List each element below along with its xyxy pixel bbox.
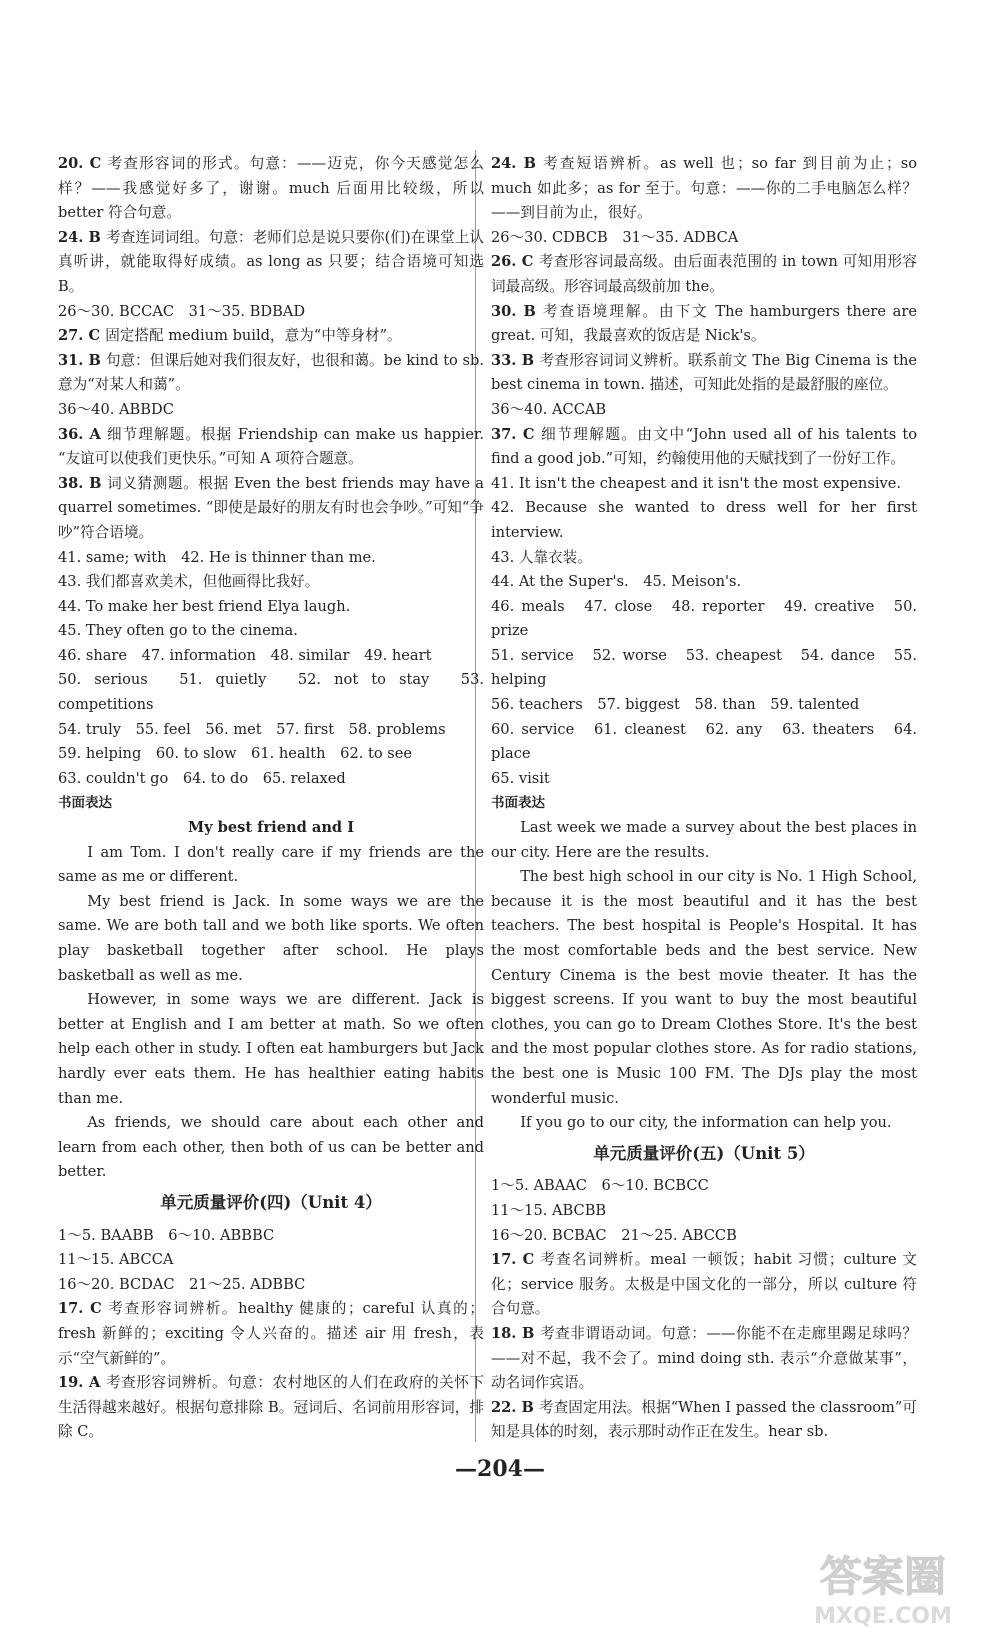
essay-paragraph: However, in some ways we are different. Jack is better at English and I am better at math. So we often help each other in study. I often eat hamburgers but Jack hardly ever eats them. He has healthier eating habits than me.: [58, 991, 484, 1107]
answer-line: 60. service 61. cleanest 62. any 63. theaters 64. place: [491, 720, 917, 763]
answer-line: 26～30. BCCAC 31～35. BDBAD: [58, 302, 306, 320]
watermark-logo: [788, 1543, 978, 1631]
explanation-text: 考查形容词辨析。healthy 健康的；careful 认真的；fresh 新鲜的；exciting 令人兴奋的。描述 air 用 fresh，表示“空气新鲜的”。: [58, 1300, 484, 1367]
answer-explanation: [58, 349, 484, 398]
answer-line: 50. serious 51. quietly 52. not to stay 53. competitions: [58, 671, 484, 714]
essay-paragraph: As friends, we should care about each other and learn from each other, then both of us can be better and better.: [58, 1114, 484, 1181]
answer-explanation: [491, 1396, 917, 1445]
essay-paragraph: The best high school in our city is No. 1 High School, because it is the most beautiful and it has the best teachers. The best hospital is People's Hospital. It has the most comfortable beds and the best service. New Century Cinema is the best movie theater. It has the biggest screens. If you want to buy the most beautiful clothes, you can go to Dream Clothes Store. It's the best and the most popular clothes store. As for radio stations, the best one is Music 100 FM. The DJs play the most wonderful music.: [491, 868, 917, 1107]
answer-line: 41. same; with 42. He is thinner than me.: [58, 548, 376, 566]
explanation-text: 考查形容词的形式。句意：——迈克，你今天感觉怎么样？——我感觉好多了，谢谢。much 后面用比较级，所以 better 符合句意。: [58, 155, 484, 222]
answer-line: 16～20. BCBAC 21～25. ABCCB: [491, 1226, 737, 1244]
question-number: 33. B: [491, 351, 535, 369]
question-number: 26. C: [491, 253, 534, 271]
essay-paragraph: My best friend is Jack. In some ways we are the same. We are both tall and we both like sports. We often play basketball together after school. He plays basketball as well as me.: [58, 892, 484, 984]
question-number: 22. B: [491, 1398, 534, 1416]
question-number: 24. B: [58, 228, 101, 246]
answer-line: 45. They often go to the cinema.: [58, 622, 298, 640]
answer-line: 44. At the Super's. 45. Meison's.: [491, 573, 742, 591]
answer-line: 41. It isn't the cheapest and it isn't the most expensive.: [491, 474, 902, 492]
question-number: 18. B: [491, 1324, 535, 1342]
answer-explanation: [58, 472, 484, 546]
explanation-text: 考查形容词词义辨析。联系前文 The Big Cinema is the best cinema in town. 描述，可知此处指的是最舒服的座位。: [491, 351, 917, 394]
explanation-text: 词义猜测题。根据 Even the best friends may have a quarrel sometimes. “即使是最好的朋友有时也会争吵。”可知“争吵”符合语境。: [58, 474, 484, 541]
answer-explanation: [58, 1297, 484, 1371]
question-number: 30. B: [491, 302, 536, 320]
explanation-text: 考查固定用法。根据“When I passed the classroom”可知是具体的时刻，表示那时动作正在发生。hear sb.: [491, 1398, 917, 1441]
question-number: 19. A: [58, 1374, 101, 1392]
answer-line: 36～40. ABBDC: [58, 400, 174, 418]
page-number: —204—: [455, 1456, 545, 1482]
answer-explanation: [491, 300, 917, 349]
answer-line: 26～30. CDBCB 31～35. ADBCA: [491, 228, 739, 246]
right-column: [491, 152, 917, 1445]
answer-line: 46. meals 47. close 48. reporter 49. creative 50. prize: [491, 597, 917, 640]
answer-explanation: [491, 423, 917, 472]
essay-paragraph: I am Tom. I don't really care if my friends are the same as me or different.: [58, 843, 484, 886]
answer-line: 1～5. BAABB 6～10. ABBBC: [58, 1226, 275, 1244]
answer-line: 11～15. ABCCA: [58, 1251, 174, 1269]
answer-explanation: [58, 423, 484, 472]
section-heading: 书面表达: [491, 795, 545, 812]
question-number: 36. A: [58, 425, 101, 443]
answer-line: 43. 我们都喜欢美术，但他画得比我好。: [58, 573, 320, 591]
answer-explanation: [491, 152, 917, 226]
question-number: 17. C: [491, 1251, 535, 1269]
left-column: [58, 152, 484, 1445]
answer-line: 54. truly 55. feel 56. met 57. first 58. problems: [58, 720, 446, 738]
question-number: 20. C: [58, 155, 102, 172]
question-number: 27. C: [58, 327, 101, 345]
answer-explanation: [58, 1371, 484, 1445]
explanation-text: 考查连词词组。句意：老师们总是说只要你(们)在课堂上认真听讲，就能取得好成绩。as long as 只要；结合语境可知选 B。: [58, 228, 484, 295]
answer-line: 44. To make her best friend Elya laugh.: [58, 597, 351, 615]
watermark-line1: 答案圈: [819, 1552, 947, 1601]
explanation-text: 固定搭配 medium build，意为“中等身材”。: [105, 327, 402, 345]
unit-section-title: 单元质量评价(四)（Unit 4）: [160, 1192, 382, 1212]
answer-line: 36～40. ACCAB: [491, 400, 607, 418]
watermark-line2: MXQE.COM: [814, 1604, 952, 1629]
question-number: 17. C: [58, 1300, 102, 1318]
essay-title: My best friend and I: [187, 819, 355, 837]
answer-explanation: [491, 1248, 917, 1322]
answer-line: 42. Because she wanted to dress well for her first interview.: [491, 499, 917, 541]
answer-explanation: [491, 250, 917, 299]
section-heading: 书面表达: [58, 795, 112, 812]
answer-explanation: [58, 324, 484, 349]
explanation-text: 考查形容词最高级。由后面表范围的 in town 可知用形容词最高级。形容词最高级前加 the。: [491, 253, 917, 295]
essay-paragraph: Last week we made a survey about the best places in our city. Here are the results.: [491, 819, 917, 861]
answer-line: 59. helping 60. to slow 61. health 62. to see: [58, 745, 413, 763]
explanation-text: 考查语境理解。由下文 The hamburgers there are great. 可知，我最喜欢的饭店是 Nick's。: [491, 302, 917, 345]
answer-line: 65. visit: [491, 769, 550, 787]
answer-line: 1～5. ABAAC 6～10. BCBCC: [491, 1177, 709, 1195]
answer-line: 43. 人靠衣装。: [491, 548, 592, 566]
answer-explanation: [58, 226, 484, 300]
explanation-text: 细节理解题。根据 Friendship can make us happier. “友谊可以使我们更快乐。”可知 A 项符合题意。: [58, 425, 484, 468]
explanation-text: 考查短语辨析。as well 也；so far 到目前为止；so much 如此多；as for 至于。句意：——你的二手电脑怎么样？——到目前为止，很好。: [491, 155, 917, 222]
answer-explanation: [491, 349, 917, 398]
unit-section-title: 单元质量评价(五)（Unit 5）: [593, 1143, 815, 1163]
explanation-text: 考查非谓语动词。句意：——你能不在走廊里踢足球吗？——对不起，我不会了。mind doing sth. 表示“介意做某事”，动名词作宾语。: [491, 1324, 917, 1392]
answer-line: 63. couldn't go 64. to do 65. relaxed: [58, 769, 346, 787]
question-number: 38. B: [58, 474, 102, 492]
answer-line: 16～20. BCDAC 21～25. ADBBC: [58, 1275, 306, 1293]
explanation-text: 考查名词辨析。meal 一顿饭；habit 习惯；culture 文化；service 服务。太极是中国文化的一部分，所以 culture 符合句意。: [491, 1251, 917, 1318]
answer-explanation: [491, 1322, 917, 1396]
explanation-text: 细节理解题。由文中“John used all of his talents to find a good job.”可知，约翰使用他的天赋找到了一份好工作。: [491, 425, 917, 468]
question-number: 37. C: [491, 425, 535, 443]
answer-line: 51. service 52. worse 53. cheapest 54. dance 55. helping: [491, 646, 917, 689]
answer-line: 11～15. ABCBB: [491, 1201, 607, 1219]
answer-line: 46. share 47. information 48. similar 49. heart: [58, 646, 432, 664]
answer-line: 56. teachers 57. biggest 58. than 59. talented: [491, 696, 860, 714]
explanation-text: 句意：但课后她对我们很友好，也很和蔼。be kind to sb. 意为“对某人和蔼”。: [58, 351, 484, 394]
explanation-text: 考查形容词辨析。句意：农村地区的人们在政府的关怀下生活得越来越好。根据句意排除 B。冠词后、名词前用形容词，排除 C。: [58, 1374, 484, 1441]
question-number: 31. B: [58, 351, 101, 369]
essay-paragraph: If you go to our city, the information can help you.: [520, 1114, 892, 1132]
answer-explanation: [58, 152, 484, 226]
question-number: 24. B: [491, 155, 536, 172]
